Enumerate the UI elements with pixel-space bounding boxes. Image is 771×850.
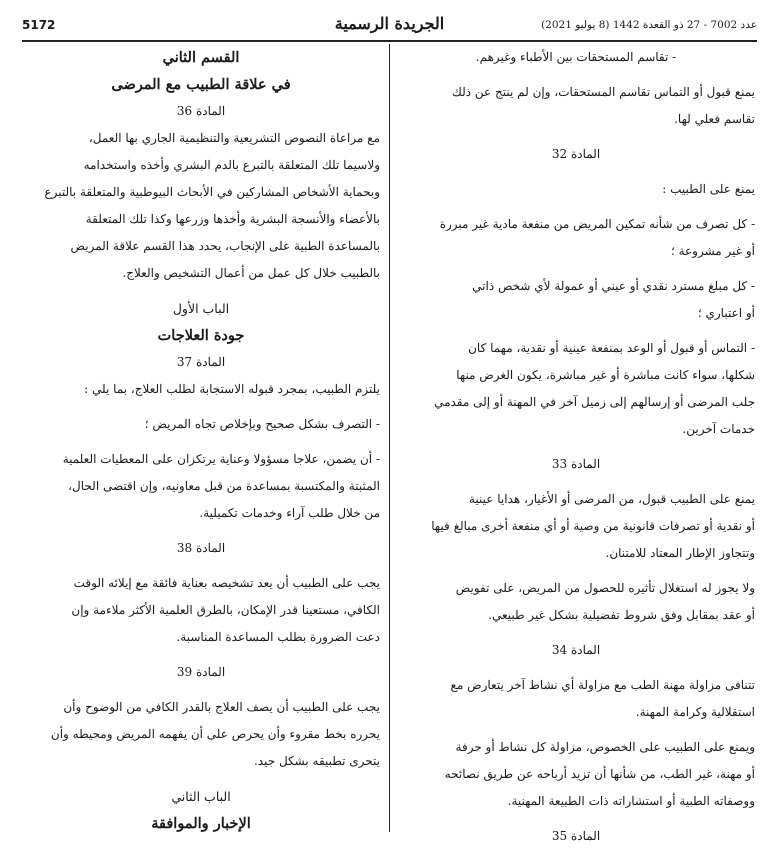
paragraph: يجب على الطبيب أن يعد تشخيصه بعناية فائقة مع إيلائه الوقت: [73, 576, 380, 590]
column-divider: [389, 44, 390, 832]
list-item: خدمات آخرين.: [682, 422, 755, 436]
list-item: من خلال طلب آراء وخدمات تكميلية.: [199, 506, 380, 520]
article-heading: المادة 37: [176, 355, 226, 369]
list-item: - التصرف بشكل صحيح وبإخلاص تجاه المريض ؛: [144, 417, 380, 431]
paragraph: ولاسيما تلك المتعلقة بالتبرع بالدم البشري وأخذه واستخدامه: [83, 158, 380, 172]
paragraph: يجب على الطبيب أن يصف العلاج بالقدر الكافي من الوضوح وأن: [63, 700, 380, 714]
paragraph: يحرره بخط مقروء وأن يحرص على أن يفهمه المريض ومحيطه وأن: [50, 727, 380, 741]
section-heading: القسم الثاني: [162, 49, 240, 66]
paragraph: يمنع قبول أو التماس تقاسم المستحقات، وإن لم ينتج عن ذلك: [451, 85, 755, 99]
article-heading: المادة 36: [176, 104, 226, 118]
paragraph: أو مهنة، غير الطب، من شأنها أن تزيد أرباحه عن طريق نصائحه: [444, 767, 755, 781]
paragraph: بالطبيب خلال كل عمل من أعمال التشخيص والعلاج.: [122, 266, 380, 280]
paragraph: بالمساعدة الطبية على الإنجاب، يحدد هذا القسم علاقة المريض: [70, 239, 380, 253]
list-item: - كل تصرف من شأنه تمكين المريض من منفعة مادية غير مبررة: [439, 217, 755, 231]
list-item: أو غير مشروعة ؛: [670, 244, 755, 258]
chapter-title: الإخبار والموافقة: [151, 815, 251, 832]
article-heading: المادة 38: [176, 541, 226, 555]
page-header: [22, 14, 757, 42]
right-column: [397, 44, 755, 850]
issue-info: عدد 7002 - 27 ذو القعدة 1442 (8 يوليو 2021): [541, 19, 757, 31]
paragraph: ولا يجوز له استغلال تأثيره للحصول من المريض، على تفويض: [455, 581, 755, 595]
paragraph: وبحماية الأشخاص المشاركين في الأبحاث البيوطبية والمتعلقة بالتبرع: [44, 185, 380, 199]
paragraph: يمنع على الطبيب :: [662, 182, 755, 196]
list-item: شكلها، سواء كانت مباشرة أو غير مباشرة، يكون الغرض منها: [456, 368, 755, 382]
chapter-title: جودة العلاجات: [157, 327, 245, 344]
page-number: 5172: [22, 18, 56, 32]
paragraph: ووصفاته الطبية أو استشاراته ذات الطبيعة المهنية.: [507, 794, 755, 808]
paragraph: - تقاسم المستحقات بين الأطباء وغيرهم.: [475, 50, 677, 64]
paragraph: الكافي، مستعينا قدر الإمكان، بالطرق العلمية الأكثر ملاءمة وإن: [71, 603, 380, 617]
section-title: في علاقة الطبيب مع المرضى: [111, 76, 291, 93]
paragraph: مع مراعاة النصوص التشريعية والتنظيمية الجاري بها العمل،: [88, 131, 380, 145]
article-heading: المادة 33: [551, 457, 601, 471]
paragraph: وتتجاوز الإطار المعتاد للامتنان.: [605, 546, 755, 560]
list-item: المثبتة والمكتسبة بمساعدة من قبل معاونيه، وإن اقتضى الحال،: [68, 479, 380, 493]
list-item: - كل مبلغ مسترد نقدي أو عيني أو عمولة لأي شخص ذاتي: [472, 279, 755, 293]
paragraph: بالأعضاء والأنسجة البشرية وأخذها وزرعها وكذا تلك المتعلقة: [85, 212, 380, 226]
paragraph: ويمنع على الطبيب على الخصوص، مزاولة كل نشاط أو حرفة: [455, 740, 755, 754]
list-item: - أن يضمن، علاجا مسؤولا وعناية يرتكزان على المعطيات العلمية: [62, 452, 380, 466]
paragraph: يمنع على الطبيب قبول، من المرضى أو الأغيار، هدايا عينية: [468, 492, 755, 506]
list-item: - التماس أو قبول أو الوعد بمنفعة عينية أو نقدية، مهما كان: [468, 341, 755, 355]
paragraph: أو نقدية أو تصرفات قانونية من وصية أو أي منفعة أخرى مبالغ فيها: [431, 519, 755, 533]
paragraph: تتنافى مزاولة مهنة الطب مع مزاولة أي نشاط آخر يتعارض مع: [450, 678, 755, 692]
list-item: جلب المرضى أو إرسالهم إلى زميل آخر في المهنة أو إلى مقدمي: [434, 395, 755, 409]
paragraph: دعت الضرورة بطلب المساعدة المناسبة.: [176, 630, 380, 644]
paragraph: أو عقد بمقابل وفق شروط تفضيلية بشكل غير طبيعي.: [488, 608, 755, 622]
gazette-title: الجريدة الرسمية: [334, 14, 445, 33]
article-heading: المادة 34: [551, 643, 601, 657]
paragraph: يلتزم الطبيب، بمجرد قبوله الاستجابة لطلب العلاج، بما يلي :: [84, 382, 380, 396]
left-column: [22, 44, 380, 837]
paragraph: يتحرى تطبيقه بشكل جيد.: [253, 754, 380, 768]
paragraph: استقلالية وكرامة المهنة.: [635, 705, 755, 719]
article-heading: المادة 39: [176, 665, 226, 679]
paragraph: تقاسم فعلي لها.: [674, 112, 755, 126]
chapter-heading: الباب الثاني: [171, 789, 231, 804]
list-item: أو اعتباري ؛: [697, 306, 755, 320]
article-heading: المادة 32: [551, 147, 601, 161]
chapter-heading: الباب الأول: [172, 301, 230, 316]
article-heading: المادة 35: [551, 829, 601, 843]
